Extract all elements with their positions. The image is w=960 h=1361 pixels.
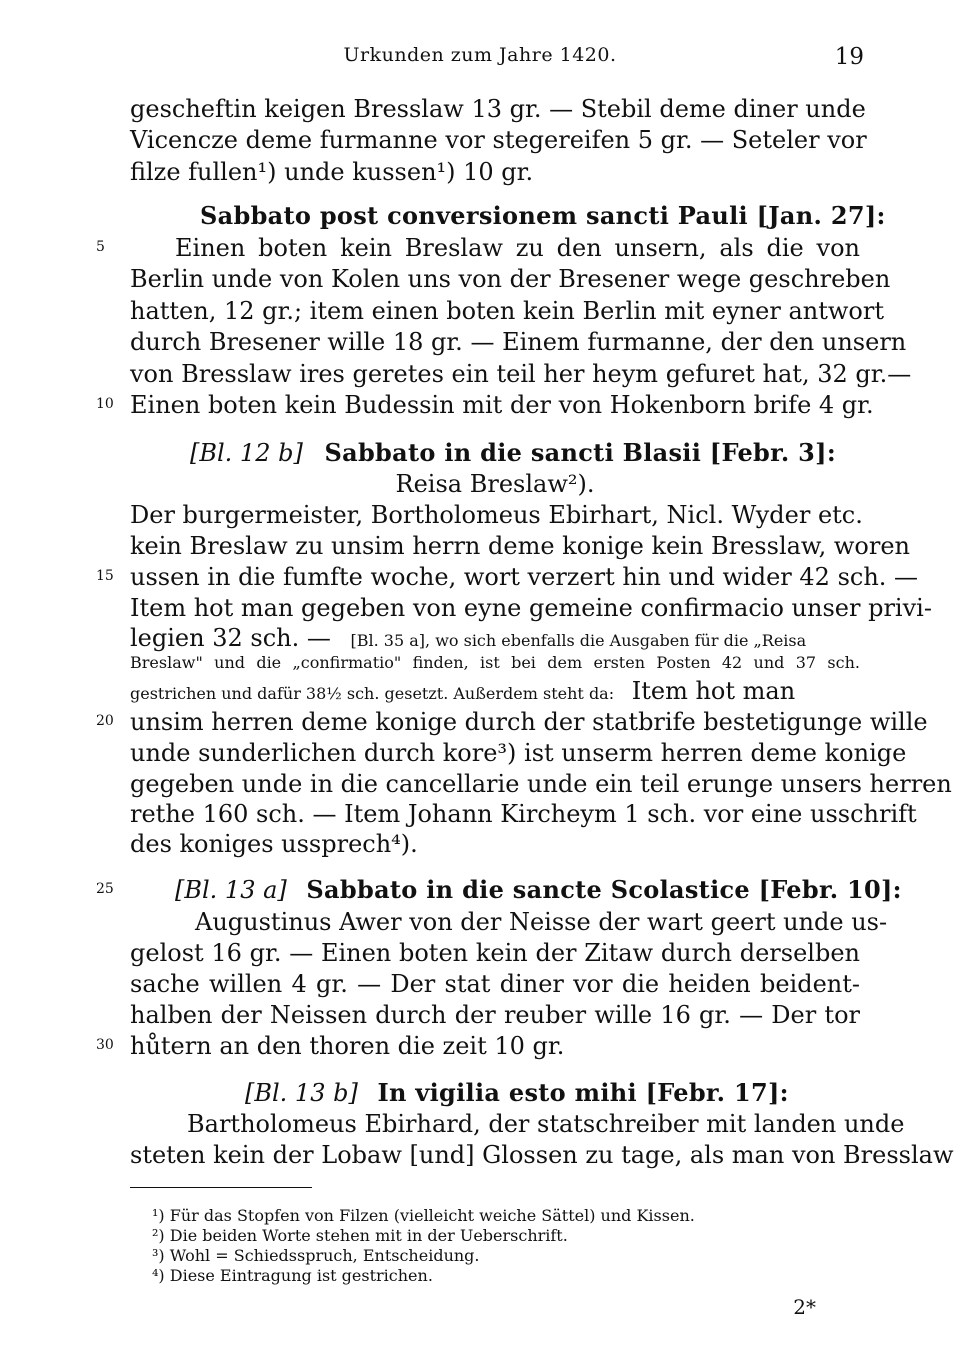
text-line: unsim herren deme konige durch der statbrife bestetigunge wille: [130, 708, 928, 736]
section-heading-row: [175, 875, 902, 905]
section-heading: Sabbato post conversionem sancti Pauli [Jan. 27]:: [200, 201, 886, 230]
text-line: hůtern an den thoren die zeit 10 gr.: [130, 1032, 565, 1060]
text-line: gelost 16 gr. — Einen boten kein der Zitaw durch derselben: [130, 939, 860, 967]
footnote: ²) Die beiden Worte stehen mit in der Ueberschrift.: [152, 1226, 568, 1245]
folio-reference: [Bl. 13 a]: [175, 876, 287, 904]
signature-mark: 2*: [793, 1295, 816, 1319]
footnote: ¹) Für das Stopfen von Filzen (vielleicht weiche Sättel) und Kissen.: [152, 1206, 695, 1225]
section-heading-row: [190, 438, 836, 468]
text-line: Berlin unde von Kolen uns von der Bresener wege geschreben: [130, 265, 891, 293]
line-number: 10: [96, 396, 114, 412]
text-line: des koniges ussprech⁴).: [130, 830, 418, 858]
text-line: Einen boten kein Breslaw zu den unsern, als die von: [175, 234, 860, 262]
text-line: Item hot man gegeben von eyne gemeine confirmacio unser privi-: [130, 594, 932, 622]
text-fragment: legien 32 sch. —: [130, 624, 331, 652]
section-heading: Sabbato in die sancte Scolastice [Febr. 10]:: [306, 875, 902, 904]
text-line-mixed: [130, 623, 860, 653]
text-line: filze fullen¹) unde kussen¹) 10 gr.: [130, 158, 534, 186]
folio-reference: [Bl. 13 b]: [245, 1079, 358, 1107]
page-number: 19: [834, 44, 864, 70]
text-line: sache willen 4 gr. — Der stat diner vor die heiden beident-: [130, 970, 860, 998]
line-number: 30: [96, 1037, 114, 1053]
text-line: Augustinus Awer von der Neisse der wart geert unde us-: [195, 908, 888, 936]
text-line: Der burgermeister, Bortholomeus Ebirhart, Nicl. Wyder etc.: [130, 501, 863, 529]
footnote-rule: [130, 1187, 312, 1188]
text-line: Einen boten kein Budessin mit der von Hokenborn brife 4 gr.: [130, 391, 874, 419]
footnote: ³) Wohl = Schiedsspruch, Entscheidung.: [152, 1246, 480, 1265]
section-heading: In vigilia esto mihi [Febr. 17]:: [377, 1078, 789, 1107]
text-line: von Bresslaw ires geretes ein teil her heym gefuret hat, 32 gr.—: [130, 360, 912, 388]
text-line: Reisa Breslaw²).: [395, 470, 595, 498]
text-line: unde sunderlichen durch kore³) ist unserm herren deme konige: [130, 739, 907, 767]
line-number: 5: [96, 239, 105, 255]
folio-reference: [Bl. 12 b]: [190, 439, 303, 467]
section-heading: Sabbato in die sancti Blasii [Febr. 3]:: [324, 438, 836, 467]
text-line: halben der Neissen durch der reuber wille 16 gr. — Der tor: [130, 1001, 860, 1029]
running-header: [0, 44, 960, 74]
line-number: 25: [96, 881, 114, 897]
text-fragment: Item hot man: [631, 677, 796, 705]
section-heading-row: [245, 1078, 845, 1108]
editorial-note: [Bl. 35 a], wo sich ebenfalls die Ausgaben für die „Reisa: [350, 631, 807, 650]
text-line: hatten, 12 gr.; item einen boten kein Berlin mit eyner antwort: [130, 297, 884, 325]
text-line: rethe 160 sch. — Item Johann Kircheym 1 sch. vor eine usschrift: [130, 800, 917, 828]
editorial-note: Breslaw" und die „confirmatio" finden, ist bei dem ersten Posten 42 und 37 sch.: [130, 653, 860, 672]
text-line: durch Bresener wille 18 gr. — Einem furmanne, der den unsern: [130, 328, 907, 356]
text-line-mixed: [130, 676, 860, 706]
editorial-note: gestrichen und dafür 38½ sch. gesetzt. Außerdem steht da:: [130, 684, 615, 703]
text-line: Vicencze deme furmanne vor stegereifen 5 gr. — Seteler vor: [130, 126, 867, 154]
text-line: steten kein der Lobaw [und] Glossen zu tage, als man von Bresslaw: [130, 1141, 954, 1169]
text-line: kein Breslaw zu unsim herrn deme konige kein Bresslaw, woren: [130, 532, 910, 560]
text-line: ussen in die fumfte woche, wort verzert hin und wider 42 sch. —: [130, 563, 919, 591]
text-line: Bartholomeus Ebirhard, der statschreiber mit landen unde: [187, 1110, 905, 1138]
running-header-title: Urkunden zum Jahre 1420.: [343, 44, 617, 66]
line-number: 20: [96, 713, 114, 729]
line-number: 15: [96, 568, 114, 584]
text-line: gescheftin keigen Bresslaw 13 gr. — Stebil deme diner unde: [130, 95, 866, 123]
text-line: gegeben unde in die cancellarie unde ein teil erunge unsers herren: [130, 770, 952, 798]
footnote: ⁴) Diese Eintragung ist gestrichen.: [152, 1266, 433, 1285]
